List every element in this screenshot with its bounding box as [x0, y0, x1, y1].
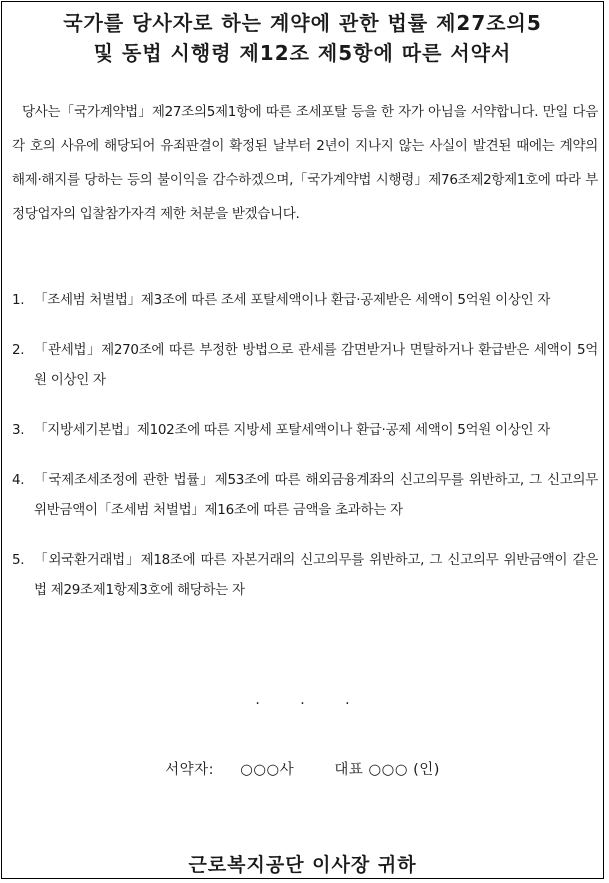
document-title	[2, 8, 603, 68]
title-line-1: 국가를 당사자로 하는 계약에 관한 법률 제27조의5	[63, 11, 542, 35]
representative-label: 대표	[334, 762, 364, 778]
list-item-text: 「외국환거래법」제18조에 따른 자본거래의 신고의무를 위반하고, 그 신고의무 위반금액이 같은 법 제29조제1항제3호에 해당하는 자	[34, 552, 598, 598]
addressee: 근로복지공단 이사장 귀하	[188, 854, 417, 876]
list-item-number: 2.	[12, 342, 25, 358]
signer-line	[2, 758, 603, 779]
list-item	[12, 415, 598, 445]
list-item-text: 「조세범 처벌법」제3조에 따른 조세 포탈세액이나 환급·공제받은 세액이 5억원 이상인 자	[34, 292, 551, 308]
pledge-document	[1, 1, 604, 879]
list-item-number: 3.	[12, 422, 25, 438]
list-item-number: 4.	[12, 472, 25, 488]
signer-label: 서약자:	[165, 762, 214, 778]
list-item	[12, 335, 598, 395]
list-item-text: 「지방세기본법」제102조에 따른 지방세 포탈세액이나 환급·공제 세액이 5억원 이상인 자	[34, 422, 550, 438]
signer-company: ○○○사	[240, 762, 295, 778]
date-dot-month: .	[300, 692, 305, 708]
list-item-number: 1.	[12, 292, 25, 308]
title-line-2: 및 동법 시행령 제12조 제5항에 따른 서약서	[93, 41, 512, 65]
list-item-number: 5.	[12, 552, 25, 568]
seal-mark: (인)	[413, 762, 440, 778]
intro-paragraph: 당사는「국가계약법」제27조의5제1항에 따른 조세포탈 등을 한 자가 아님을 서약합니다. 만일 다음 각 호의 사유에 해당되어 유죄판결이 확정된 날부터 2년이 지나지 않는 사실이 발견된 때에는 계약의 해제·해지를 당하는 등의 불이익을 감수하겠으며,「국가계약법 시행령」제76조제2항제1호에 따라 부정당업자의 입찰참가자격 제한 처분을 받겠습니다.	[12, 104, 598, 222]
date-dot-day: .	[345, 692, 350, 708]
violation-list	[12, 285, 598, 625]
date-dot-year: .	[255, 692, 260, 708]
list-item	[12, 285, 598, 315]
list-item	[12, 465, 598, 525]
date-placeholder	[2, 692, 603, 708]
list-item-text: 「국제조세조정에 관한 법률」제53조에 따른 해외금융계좌의 신고의무를 위반하고, 그 신고의무 위반금액이「조세범 처벌법」제16조에 따른 금액을 초과하는 자	[34, 472, 598, 518]
list-item	[12, 545, 598, 605]
list-item-text: 「관세법」제270조에 따른 부정한 방법으로 관세를 감면받거나 면탈하거나 환급받은 세액이 5억원 이상인 자	[34, 342, 598, 388]
representative-name: ○○○	[368, 762, 408, 778]
